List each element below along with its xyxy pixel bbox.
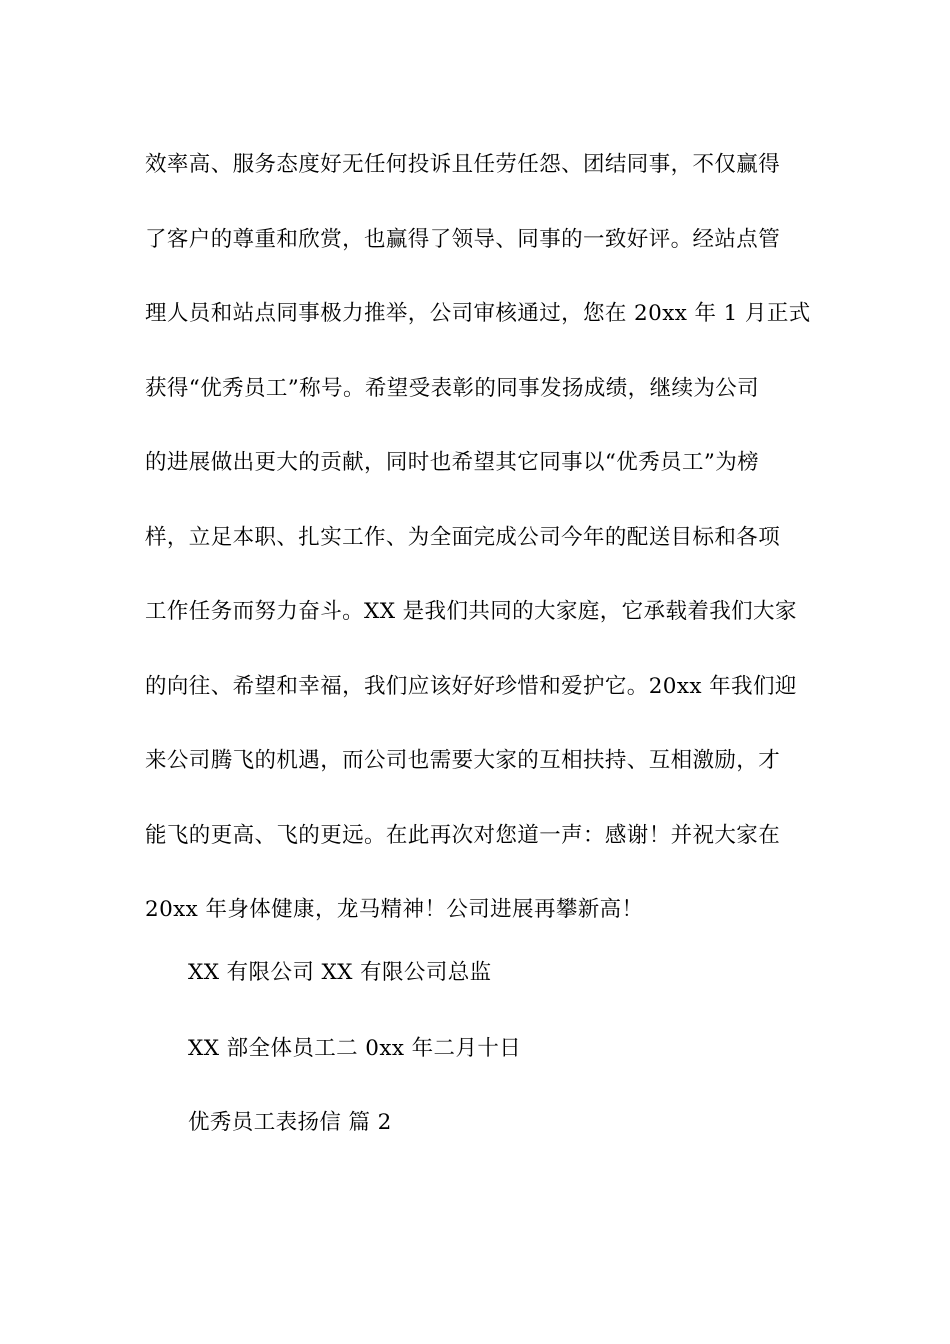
signature-company: XX 有限公司 XX 有限公司总监 <box>188 960 492 985</box>
signature-date: XX 部全体员工二 0xx 年二月十日 <box>188 1036 522 1061</box>
letter-body <box>145 128 811 948</box>
body-line: 了客户的尊重和欣赏，也赢得了领导、同事的一致好评。经站点管 <box>145 226 781 252</box>
body-line: 的向往、希望和幸福，我们应该好好珍惜和爱护它。20xx 年我们迎 <box>145 673 797 699</box>
body-line: 来公司腾飞的机遇，而公司也需要大家的互相扶持、互相激励，才 <box>145 748 781 773</box>
body-line: 理人员和站点同事极力推举，公司审核通过，您在 20xx 年 1 月正式 <box>145 301 811 326</box>
body-line: 工作任务而努力奋斗。XX 是我们共同的大家庭，它承载着我们大家 <box>145 599 797 624</box>
body-line: 样，立足本职、扎实工作、为全面完成公司今年的配送目标和各项 <box>145 524 781 550</box>
body-line: 效率高、服务态度好无任何投诉且任劳任怨、团结同事，不仅赢得 <box>145 152 781 177</box>
section-title: 优秀员工表扬信 篇 2 <box>188 1110 392 1135</box>
body-line: 20xx 年身体健康，龙马精神！公司进展再攀新高！ <box>145 897 644 922</box>
body-line: 的进展做出更大的贡献，同时也希望其它同事以“优秀员工”为榜 <box>145 450 760 475</box>
body-line: 获得“优秀员工”称号。希望受表彰的同事发扬成绩，继续为公司 <box>145 375 760 401</box>
body-line: 能飞的更高、飞的更远。在此再次对您道一声：感谢！并祝大家在 <box>145 822 781 848</box>
